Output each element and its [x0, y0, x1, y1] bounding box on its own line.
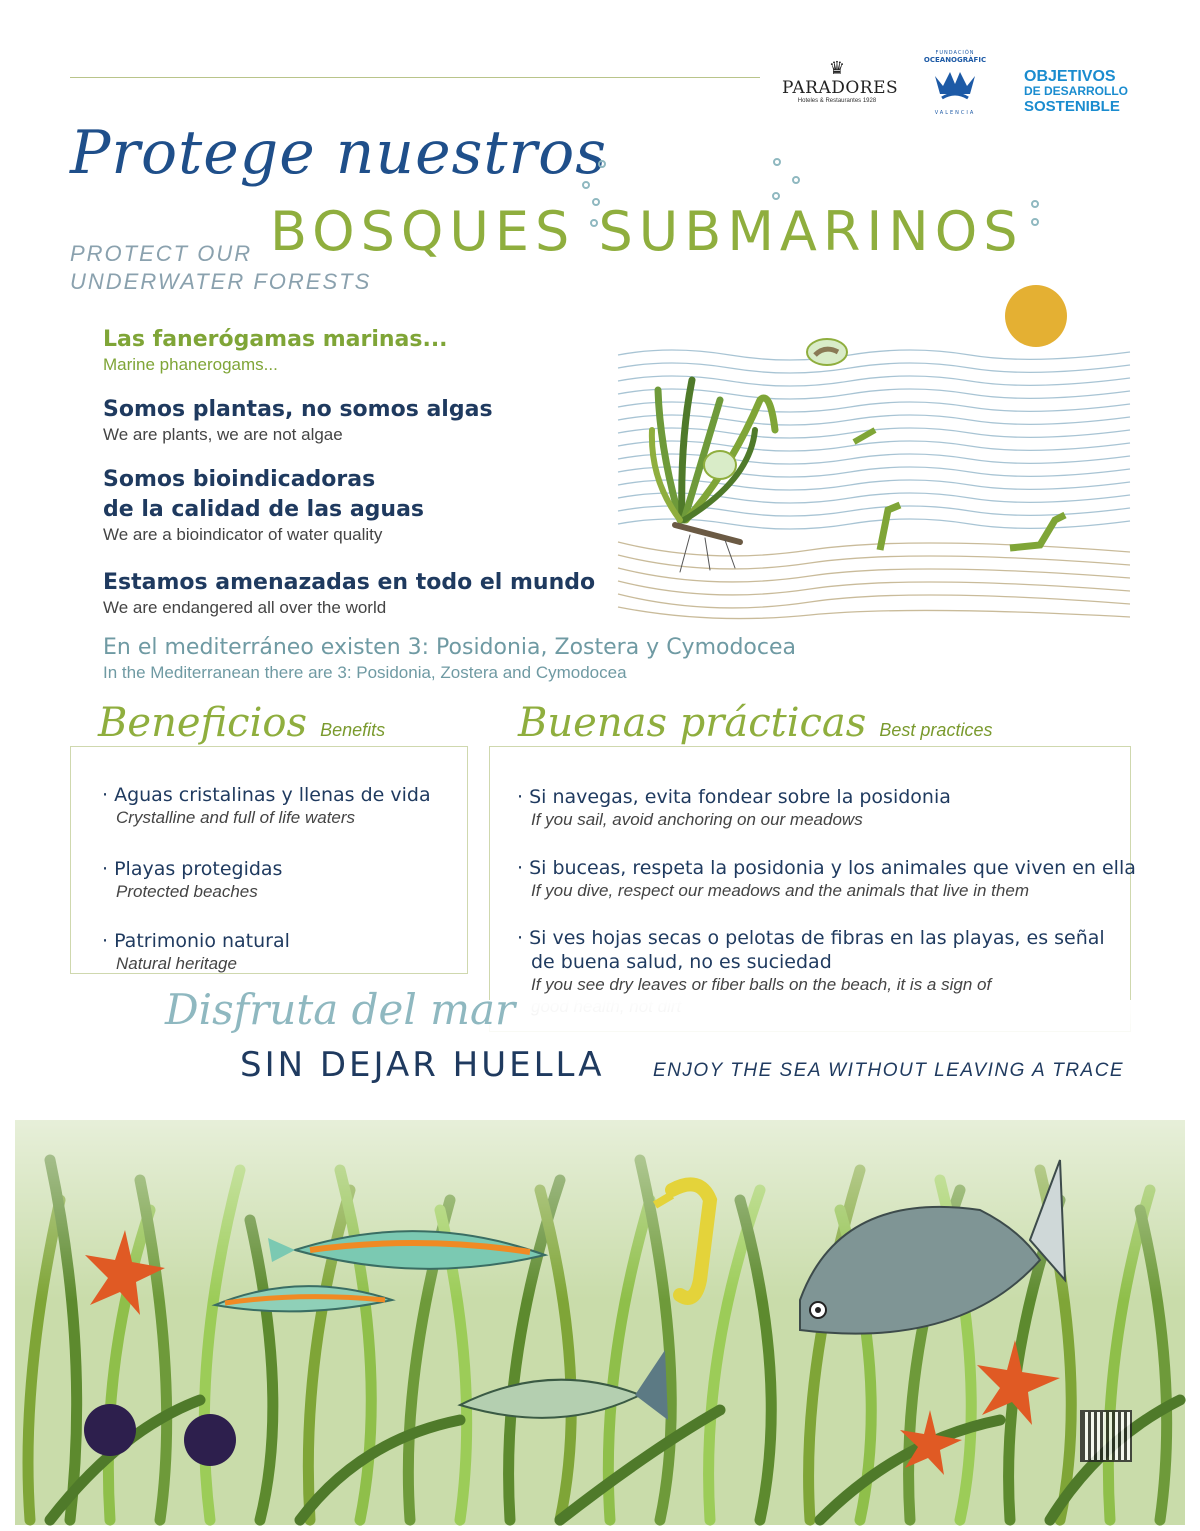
- benefit-es: · Aguas cristalinas y llenas de vida: [102, 784, 431, 806]
- ods-line3: SOSTENIBLE: [1024, 98, 1120, 115]
- sun-icon: [1005, 285, 1067, 347]
- crown-icon: ♛: [828, 58, 846, 79]
- script-title: Protege nuestros: [70, 118, 608, 188]
- paradores-sub: Hoteles & Restaurantes 1928: [797, 98, 877, 104]
- ods-logo: [1024, 69, 1128, 114]
- seagrass-illustration: [610, 280, 1140, 630]
- practice-es-line2: de buena salud, no es suciedad: [531, 951, 832, 973]
- fact-endangered: [103, 568, 595, 618]
- fact-en: We are plants, we are not algae: [103, 425, 343, 444]
- sand-lines: [618, 542, 1130, 619]
- fact-es: Somos plantas, no somos algas: [103, 397, 493, 422]
- fact-bioindicator: [103, 465, 424, 545]
- fact-es: Las fanerógamas marinas...: [103, 327, 448, 352]
- practices-subtitle: Best practices: [879, 720, 993, 740]
- benefit-en: Protected beaches: [116, 882, 258, 901]
- practice-en: If you sail, avoid anchoring on our meadows: [531, 810, 863, 829]
- main-title: BOSQUES SUBMARINOS: [270, 200, 1024, 263]
- benefit-es: · Patrimonio natural: [102, 930, 290, 952]
- practice-item: [517, 785, 951, 831]
- qr-code[interactable]: [1080, 1410, 1132, 1462]
- footer-main: SIN DEJAR HUELLA: [240, 1045, 605, 1085]
- header-divider: [70, 77, 760, 78]
- benefit-item: [102, 783, 431, 829]
- fact-plants: [103, 395, 493, 445]
- practice-en: If you see dry leaves or fiber balls on the beach, it is a sign of: [531, 975, 992, 994]
- fact-phanerogams: [103, 325, 448, 375]
- water-lines: [618, 350, 1130, 529]
- fact-es-line2: de la calidad de las aguas: [103, 497, 425, 522]
- practices-header: [510, 700, 992, 746]
- fact-es: Somos bioindicadoras: [103, 467, 376, 492]
- practice-es: · Si navegas, evita fondear sobre la posidonia: [517, 786, 951, 808]
- bubbles-decoration: [570, 150, 1050, 240]
- fact-en: We are a bioindicator of water quality: [103, 525, 383, 544]
- oceanografic-line3: VALENCIA: [934, 110, 976, 116]
- footer-en: ENJOY THE SEA WITHOUT LEAVING A TRACE: [653, 1060, 1125, 1081]
- benefit-en: Crystalline and full of life waters: [116, 808, 356, 827]
- practice-es: · Si buceas, respeta la posidonia y los animales que viven en ella: [517, 857, 1136, 879]
- practice-item: [517, 856, 1136, 902]
- oceanografic-logo: [918, 50, 992, 116]
- fact-en: Marine phanerogams...: [103, 355, 278, 374]
- benefit-en: Natural heritage: [116, 954, 237, 973]
- benefit-item: [102, 857, 282, 903]
- fact-es: Estamos amenazadas en todo el mundo: [103, 570, 596, 595]
- footer-script: Disfruta del mar: [165, 985, 516, 1034]
- ods-line1: OBJETIVOS: [1024, 68, 1116, 85]
- fact-en: In the Mediterranean there are 3: Posidonia, Zostera and Cymodocea: [103, 663, 627, 682]
- ods-line2: DE DESARROLLO: [1024, 84, 1129, 98]
- english-subtitle-line1: PROTECT OUR: [70, 241, 253, 266]
- benefit-es: · Playas protegidas: [102, 858, 283, 880]
- oceanografic-line1: FUNDACIÓN: [935, 50, 975, 56]
- fact-mediterranean: [103, 633, 796, 683]
- fact-es: En el mediterráneo existen 3: Posidonia, Zostera y Cymodocea: [103, 635, 796, 660]
- english-subtitle: [70, 240, 371, 296]
- wave-crown-icon: [930, 64, 980, 104]
- practices-title: Buenas prácticas: [510, 700, 874, 746]
- benefits-title: Beneficios: [90, 700, 315, 746]
- practice-es: · Si ves hojas secas o pelotas de fibras en las playas, es señal: [517, 927, 1105, 949]
- fact-en: We are endangered all over the world: [103, 598, 387, 617]
- paradores-name: PARADORES: [782, 78, 899, 98]
- benefit-item: [102, 929, 290, 975]
- english-subtitle-line2: UNDERWATER FORESTS: [70, 269, 372, 294]
- benefits-header: [90, 700, 385, 746]
- practice-en: If you dive, respect our meadows and the animals that live in them: [531, 881, 1029, 900]
- oceanografic-line2: OCEANOGRÀFIC: [923, 56, 987, 64]
- benefits-subtitle: Benefits: [320, 720, 386, 740]
- paradores-logo: [782, 58, 899, 104]
